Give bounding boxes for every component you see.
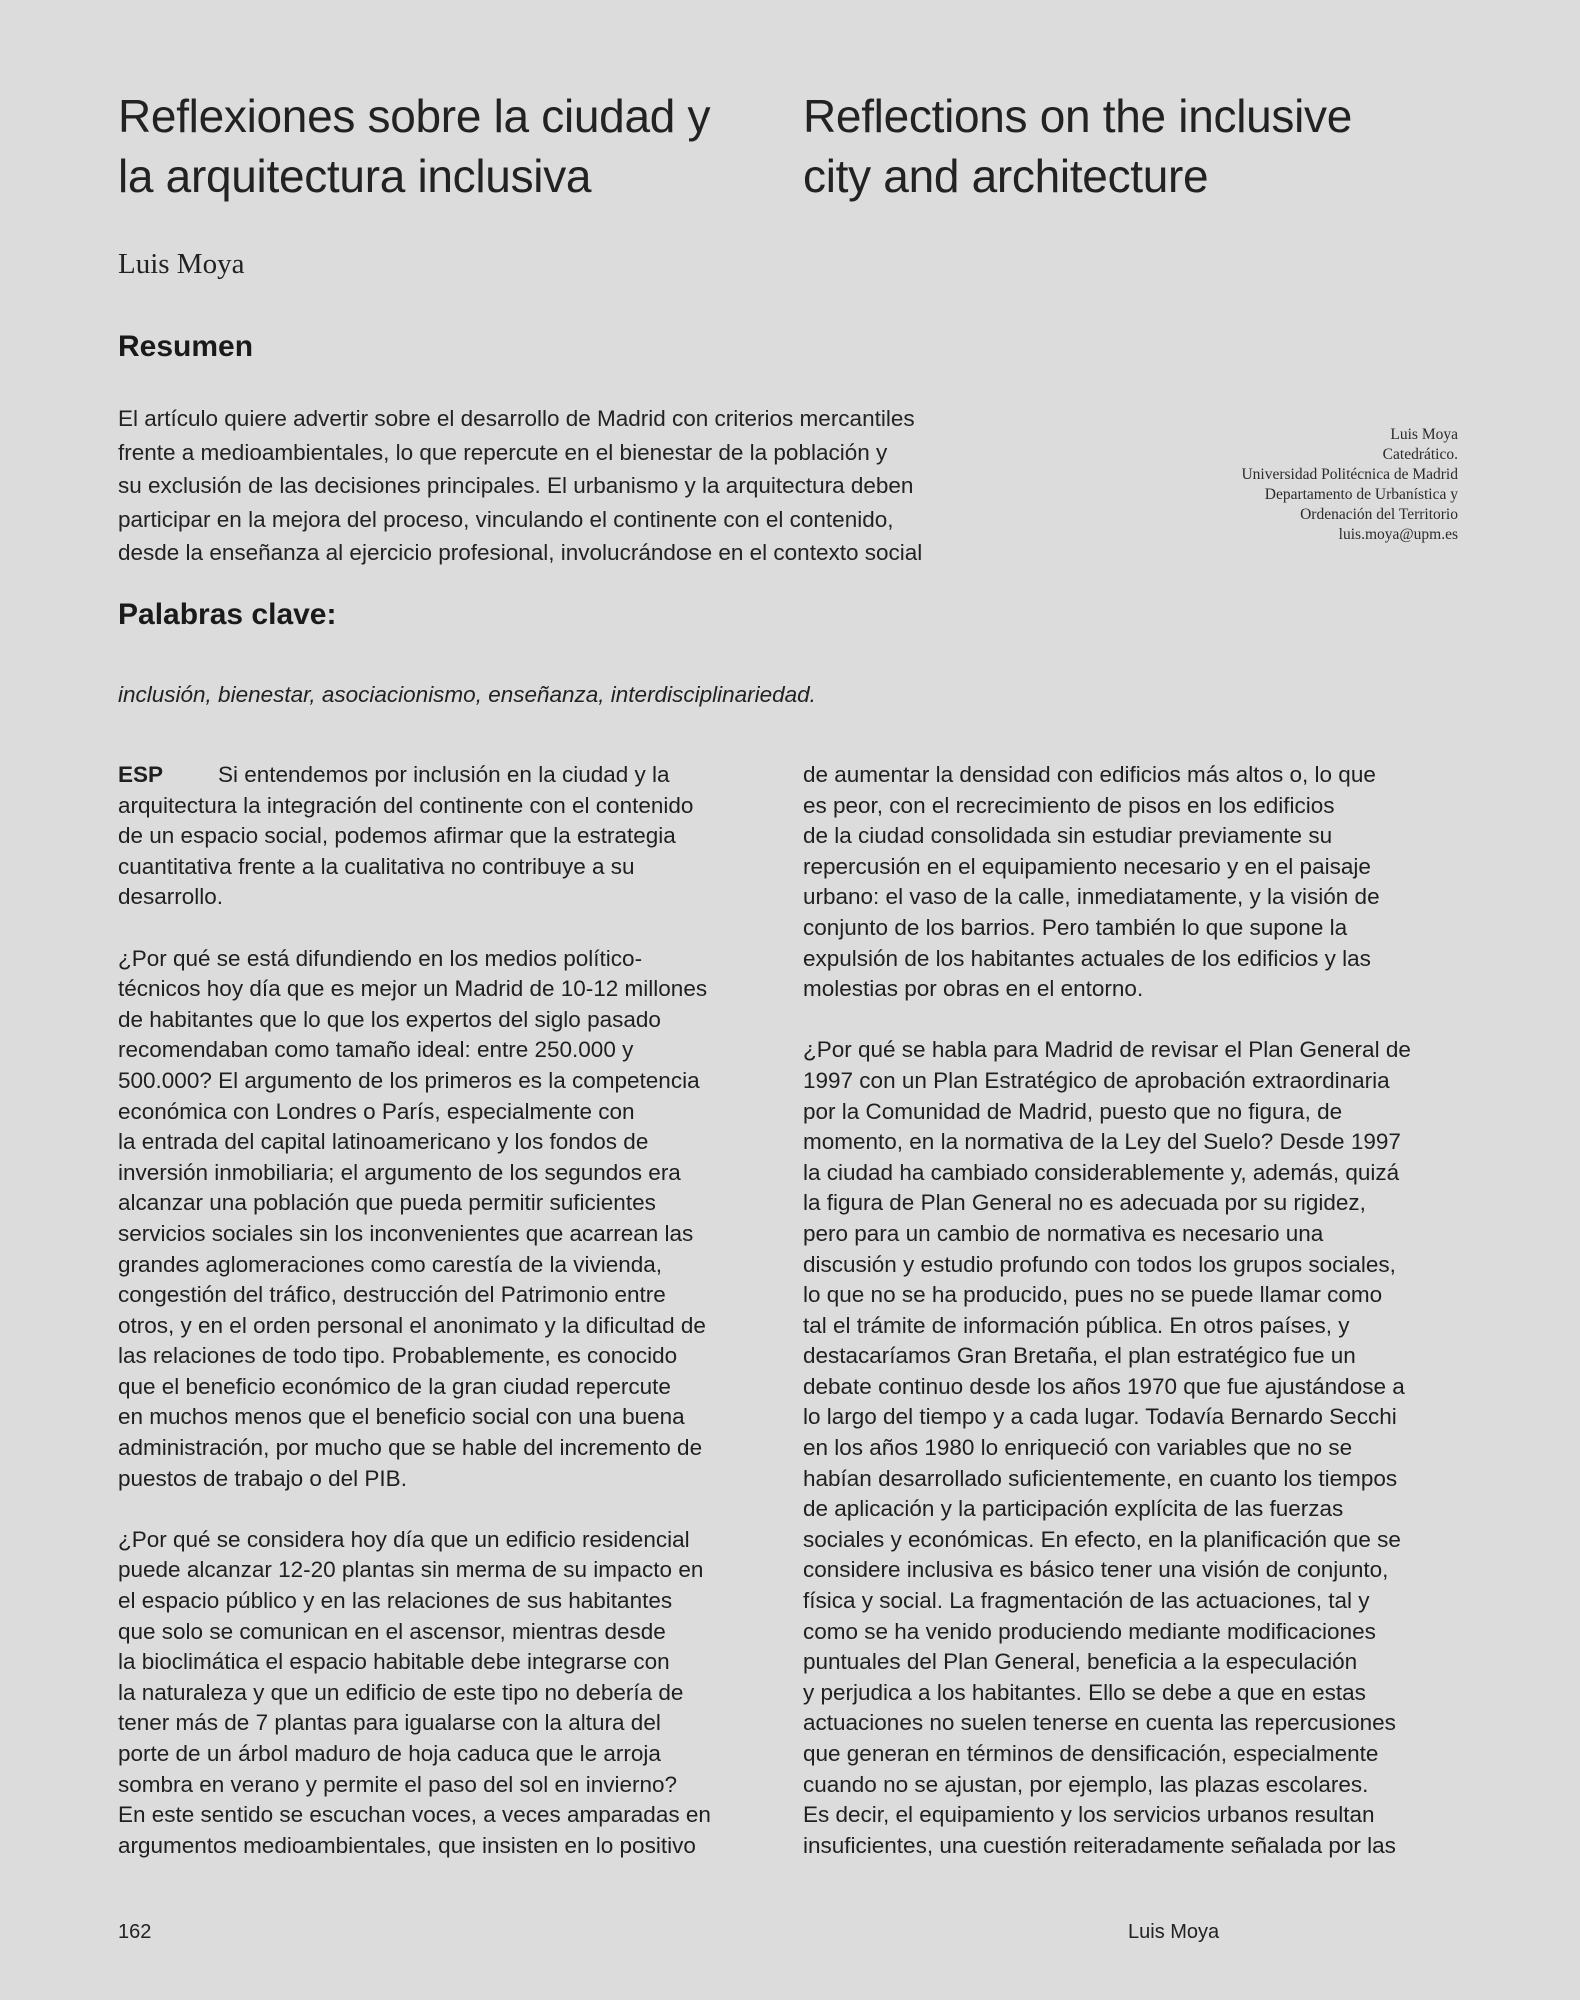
body-line: de aplicación y la participación explícita de las fuerzas [803, 1496, 1344, 1522]
body-line: actuaciones no suelen tenerse en cuenta las repercusiones [803, 1710, 1396, 1736]
body-line: la bioclimática el espacio habitable debe integrarse con [118, 1649, 670, 1675]
title-spanish-line: la arquitectura inclusiva [118, 150, 592, 202]
affiliation-name: Luis Moya [1390, 426, 1458, 443]
body-line: molestias por obras en el entorno. [803, 976, 1144, 1002]
body-line: desarrollo. [118, 884, 224, 910]
body-line: Es decir, el equipamiento y los servicios urbanos resultan [803, 1802, 1375, 1828]
body-line: arquitectura la integración del continente con el contenido [118, 792, 694, 818]
author-name: Luis Moya [118, 248, 245, 280]
body-column-left [118, 760, 711, 1861]
body-line: que solo se comunican en el ascensor, mientras desde [118, 1618, 666, 1644]
body-line: porte de un árbol maduro de hoja caduca que le arroja [118, 1741, 661, 1766]
body-line: debate continuo desde los años 1970 que fue ajustándose a [803, 1373, 1405, 1399]
title-english-line: Reflections on the inclusive [803, 90, 1353, 142]
body-line: la entrada del capital latinoamericano y los fondos de [118, 1129, 649, 1155]
abstract-heading: Resumen [118, 330, 254, 363]
body-line: inversión inmobiliaria; el argumento de los segundos era [118, 1159, 681, 1185]
body-line: alcanzar una población que pueda permitir suficientes [118, 1190, 656, 1216]
body-line: las relaciones de todo tipo. Probablemente, es conocido [118, 1343, 678, 1369]
body-line: ¿Por qué se habla para Madrid de revisar el Plan General de [803, 1037, 1411, 1063]
language-label: ESP [118, 762, 164, 787]
body-line: sombra en verano y permite el paso del sol en invierno? [118, 1771, 678, 1797]
body-line: argumentos medioambientales, que insisten en lo positivo [118, 1832, 696, 1858]
abstract-line: desde la enseñanza al ejercicio profesional, involucrándose en el contexto social [118, 540, 923, 566]
body-line: física y social. La fragmentación de las actuaciones, tal y [803, 1588, 1370, 1614]
abstract-line: El artículo quiere advertir sobre el desarrollo de Madrid con criterios mercantiles [118, 406, 915, 431]
body-line: la figura de Plan General no es adecuada por su rigidez, [803, 1190, 1366, 1216]
body-line: momento, en la normativa de la Ley del Suelo? Desde 1997 [803, 1129, 1401, 1155]
body-line: técnicos hoy día que es mejor un Madrid de 10-12 millones [118, 976, 708, 1002]
affiliation-email: luis.moya@upm.es [1338, 526, 1458, 543]
abstract-text [118, 402, 1018, 570]
body-line: tener más de 7 plantas para igualarse con la altura del [118, 1710, 661, 1736]
body-line: grandes aglomeraciones como carestía de la vivienda, [118, 1251, 663, 1277]
keywords-text: inclusión, bienestar, asociacionismo, enseñanza, interdisciplinariedad. [118, 682, 816, 707]
author-affiliation [1241, 425, 1458, 545]
body-line: recomendaban como tamaño ideal: entre 250.000 y [118, 1037, 634, 1063]
body-line: ¿Por qué se considera hoy día que un edificio residencial [118, 1526, 690, 1552]
body-line: lo largo del tiempo y a cada lugar. Todavía Bernardo Secchi [803, 1404, 1397, 1430]
body-line: cuando no se ajustan, por ejemplo, las plazas escolares. [803, 1771, 1369, 1797]
title-spanish [118, 86, 710, 206]
body-line: administración, por mucho que se hable del incremento de [118, 1435, 703, 1461]
body-line [118, 760, 711, 791]
affiliation-university: Universidad Politécnica de Madrid [1241, 466, 1458, 483]
body-line: destacaríamos Gran Bretaña, el plan estratégico fue un [803, 1343, 1356, 1369]
body-line: en muchos menos que el beneficio social con una buena [118, 1404, 685, 1430]
body-line: insuficientes, una cuestión reiteradamente señalada por las [803, 1832, 1396, 1858]
body-line: puestos de trabajo o del PIB. [118, 1465, 407, 1491]
body-line: discusión y estudio profundo con todos los grupos sociales, [803, 1251, 1396, 1277]
body-line: la naturaleza y que un edificio de este tipo no debería de [118, 1679, 684, 1705]
body-line: de aumentar la densidad con edificios más altos o, lo que [803, 762, 1376, 787]
body-line: En este sentido se escuchan voces, a veces amparadas en [118, 1802, 711, 1828]
abstract-line: frente a medioambientales, lo que repercute en el bienestar de la población y [118, 439, 888, 465]
abstract-line: su exclusión de las decisiones principales. El urbanismo y la arquitectura deben [118, 473, 914, 499]
body-line: y perjudica a los habitantes. Ello se debe a que en estas [803, 1679, 1366, 1705]
body-line: como se ha venido produciendo mediante modificaciones [803, 1618, 1376, 1644]
body-line: 500.000? El argumento de los primeros es la competencia [118, 1067, 700, 1093]
body-line: en los años 1980 lo enriqueció con variables que no se [803, 1435, 1353, 1461]
body-line: pero para un cambio de normativa es necesario una [803, 1220, 1324, 1246]
body-line: económica con Londres o París, especialmente con [118, 1098, 635, 1124]
body-line: expulsión de los habitantes actuales de los edificios y las [803, 945, 1371, 971]
body-line: por la Comunidad de Madrid, puesto que no figura, de [803, 1098, 1343, 1124]
body-line: lo que no se ha producido, pues no se puede llamar como [803, 1282, 1383, 1308]
body-line: conjunto de los barrios. Pero también lo que supone la [803, 914, 1348, 940]
body-line: repercusión en el equipamiento necesario y en el paisaje [803, 853, 1371, 879]
body-line: ¿Por qué se está difundiendo en los medios político- [118, 945, 643, 971]
paragraph-gap [118, 913, 711, 944]
body-line: otros, y en el orden personal el anonimato y la dificultad de [118, 1312, 706, 1338]
body-line: el espacio público y en las relaciones de sus habitantes [118, 1588, 673, 1614]
title-english-line: city and architecture [803, 150, 1209, 202]
paragraph-gap [803, 1005, 1411, 1036]
body-line: cuantitativa frente a la cualitativa no contribuye a su [118, 853, 635, 879]
body-line: que generan en términos de densificación, especialmente [803, 1741, 1379, 1766]
keywords-heading: Palabras clave: [118, 598, 337, 631]
body-line: tal el trámite de información pública. En otros países, y [803, 1312, 1350, 1338]
body-line: congestión del tráfico, destrucción del Patrimonio entre [118, 1282, 666, 1308]
body-line: de la ciudad consolidada sin estudiar previamente su [803, 823, 1333, 849]
body-line: puede alcanzar 12-20 plantas sin merma de su impacto en [118, 1557, 704, 1583]
body-line: de un espacio social, podemos afirmar que la estrategia [118, 823, 676, 849]
affiliation-department: Departamento de Urbanística y [1264, 486, 1458, 503]
affiliation-role: Catedrático. [1382, 446, 1458, 463]
body-line: sociales y económicas. En efecto, en la planificación que se [803, 1526, 1401, 1552]
body-line: 1997 con un Plan Estratégico de aprobación extraordinaria [803, 1067, 1390, 1093]
paragraph-gap [118, 1494, 711, 1525]
body-line: considere inclusiva es básico tener una visión de conjunto, [803, 1557, 1389, 1583]
body-column-right [803, 760, 1411, 1861]
body-line-text: Si entendemos por inclusión en la ciudad y la [218, 762, 670, 787]
running-footer-author: Luis Moya [1128, 1921, 1220, 1943]
affiliation-department: Ordenación del Territorio [1300, 506, 1458, 523]
body-line: urbano: el vaso de la calle, inmediatamente, y la visión de [803, 884, 1380, 910]
body-line: servicios sociales sin los inconvenientes que acarrean las [118, 1220, 694, 1246]
title-spanish-line: Reflexiones sobre la ciudad y [118, 90, 711, 142]
abstract-line: participar en la mejora del proceso, vinculando el continente con el contenido, [118, 506, 894, 532]
page-number: 162 [118, 1921, 152, 1943]
title-english [803, 86, 1352, 206]
body-line: la ciudad ha cambiado considerablemente y, además, quizá [803, 1159, 1400, 1185]
body-line: que el beneficio económico de la gran ciudad repercute [118, 1373, 671, 1399]
body-line: puntuales del Plan General, beneficia a la especulación [803, 1649, 1358, 1675]
body-line: habían desarrollado suficientemente, en cuanto los tiempos [803, 1465, 1398, 1491]
body-line: de habitantes que lo que los expertos del siglo pasado [118, 1006, 661, 1032]
body-line: es peor, con el recrecimiento de pisos en los edificios [803, 792, 1335, 818]
